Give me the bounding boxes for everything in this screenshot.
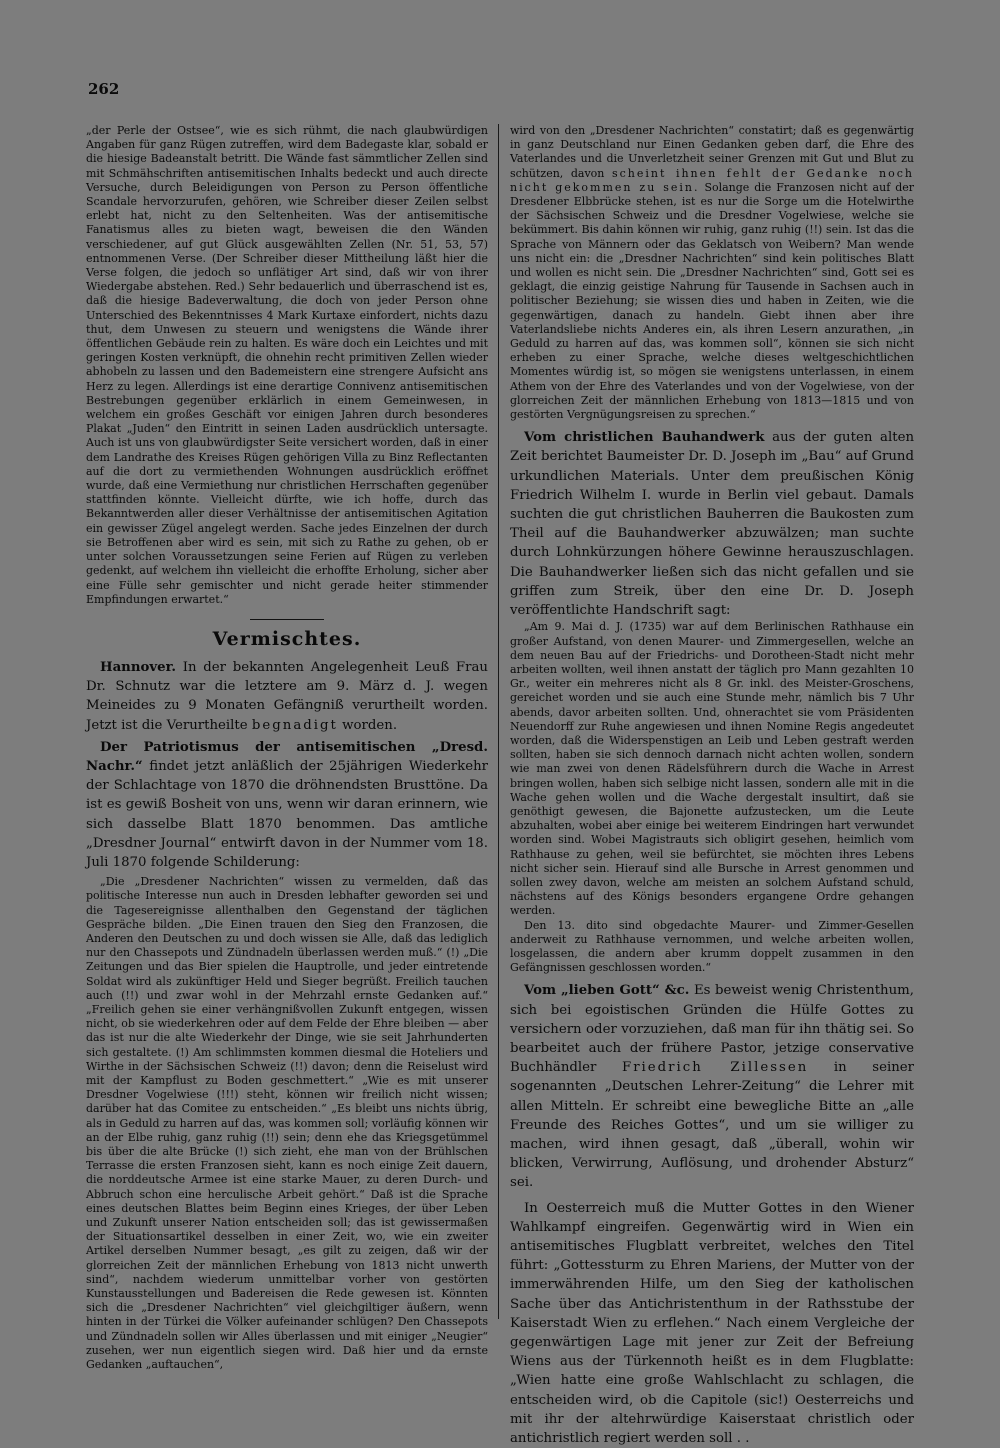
patriotism-paragraph (86, 738, 488, 872)
hannover-lead: Hannover. (100, 659, 176, 675)
column-divider (498, 124, 499, 1319)
bauhandwerk-text: aus der guten alten Zeit berichtet Baumeister Dr. D. Joseph im „Bau“ auf Grund urkundlichen Materials. Unter dem preußischen König Friedrich Wilhelm I. wurde in Berlin viel gebaut. Damals suchten die gut christlichen Bauherren die Baukosten zum Theil auf die Bauhandwerker abzuwälzen; man suchte durch Lohnkürzungen höhere Gewinne herauszuschlagen. Die Bauhandwerker ließen sich das nicht gefallen und sie griffen zum Streik, über den eine Dr. D. Joseph veröffentlichte Handschrift sagt: (510, 430, 915, 619)
lieben-gott-name: Friedrich Zillessen (621, 1060, 809, 1076)
hannover-text: In der bekannten Angelegenheit Leuß Frau Dr. Schnutz war die letztere am 9. März d. J. wegen Meineides zu 9 Monaten Gefängniß verurtheilt worden. Jetzt ist die Verurtheilte (86, 659, 488, 733)
berlin-quote-end: Den 13. dito sind obgedachte Maurer- und Zimmer-Gesellen anderweit zu Rathhause vernommen, und welche arbeiten wollen, losgelassen, die andern aber krumm doppelt zusammen in den Gefängnissen geschlossen worden.“ (510, 918, 914, 975)
hannover-emphasis: begnadigt (251, 717, 338, 733)
bauhandwerk-lead: Vom christlichen Bauhandwerk (524, 430, 765, 446)
ruegen-article-continuation: „der Perle der Ostsee“, wie es sich rühmt, die nach glaubwürdigen Angaben für ganz Rügen zutreffen, wird dem Badegaste klar, sobald er die hiesige Badeanstalt betritt. Die Wände fast sämmtlicher Zellen sind mit Schmähschriften antisemitischen Inhalts bedeckt und auch directe Versuche, durch Beleidigungen von Person zu Person öffentliche Scandale hervorzurufen, gehören, wie Schreiber dieser Zeilen selbst erlebt hat, nicht zu den Seltenheiten. Was der antisemitische Fanatismus alles zu bieten wagt, beweisen die den Wänden verschiedener, auf gut Glück ausgewählten Zellen (Nr. 51, 53, 57) entnommenen Verse. (Der Schreiber dieser Mittheilung läßt hier die Verse folgen, die jedoch so unflätiger Art sind, daß wir von ihrer Wiedergabe abstehen. Red.) Sehr bedauerlich und überraschend ist es, daß die hiesige Badeverwaltung, die doch von jeder Person ohne Unterschied des Bekenntnisses 4 Mark Kurtaxe einfordert, nichts dazu thut, dem Unwesen zu steuern und wenigstens die Wände ihrer öffentlichen Gebäude rein zu halten. Es wäre doch ein Leichtes und mit geringen Kosten verknüpft, die ohnehin recht primitiven Zellen wieder abhobeln zu lassen und den Bademeistern eine strengere Aufsicht ans Herz zu legen. Allerdings ist eine derartige Connivenz antisemitischen Bestrebungen gegenüber erklärlich in einem Gemeinwesen, in welchem ein großes Geschäft vor einigen Jahren durch besonderes Plakat „Juden“ den Eintritt in seinen Laden ausdrücklich untersagte. Auch ist uns von glaubwürdigster Seite versichert worden, daß in einer dem Landrathe des Kreises Rügen gehörigen Villa zu Binz Reflectanten auf die dort zu vermiethenden Wohnungen ausdrücklich eröffnet wurde, daß eine Vermiethung nur christlichen Herrschaften gegenüber stattfinden könnte. Vielleicht dürfte, wie ich hoffe, durch das Bekanntwerden aller dieser Verhältnisse der antisemitischen Agitation ein gewisser Zügel angelegt werden. Sache jedes Einzelnen der durch sie Betroffenen aber wird es sein, mit sich zu Rathe zu gehen, ob er unter solchen Voraussetzungen seine Ferien auf Rügen zu verleben gedenkt, auf welchem ihn vielleicht die erhoffte Erholung, sicher aber eine Fülle sehr gemischter und nicht gerade heiter stimmender Empfindungen erwartet.“ (86, 124, 488, 606)
lieben-gott-lead: Vom „lieben Gott“ &c. (524, 983, 690, 999)
continuation-text-a: wird von den „Dresdener Nachrichten“ constatirt; daß es gegenwärtig in ganz Deutschland nur Einen Gedanken geben darf, die Ehre des Vaterlandes und die Unverletzheit seiner Grenzen mit Gut und Blut zu schützen, davon (510, 124, 914, 180)
patriotism-lead: Der Patriotismus der antisemitischen „Dresd. Nachr.“ (86, 739, 488, 774)
right-column (510, 124, 915, 1447)
lieben-gott-text-2: in seiner sogenannten „Deutschen Lehrer-Zeitung“ die Lehrer mit allen Mitteln. Er schreibt eine bewegliche Bitte an „alle Freunde des Reiches Gottes“, und um sie williger zu machen, wird ihnen gesagt, daß „überall, wohin wir blicken, Verwirrung, Auflösung, und drohender Absturz“ sei. (510, 1060, 914, 1191)
patriotism-text: findet jetzt anläßlich der 25jährigen Wiederkehr der Schlachtage von 1870 die dröhnendsten Brusttöne. Da ist es gewiß Bosheit von uns, wenn wir daran erinnern, wie sich dasselbe Blatt 1870 benommen. Das amtliche „Dresdner Journal“ entwirft davon in der Nummer vom 18. Juli 1870 folgende Schilderung: (86, 758, 488, 870)
bauhandwerk-paragraph (510, 428, 914, 620)
dresden-article-continuation (510, 124, 914, 422)
section-heading: Vermischtes. (212, 627, 362, 650)
dresden-quote: „Die „Dresdener Nachrichten“ wissen zu vermelden, daß das politische Interesse nun auch in Dresden lebhafter geworden sei und die Tagesereignisse allenthalben den Gegenstand der täglichen Gespräche bilden. „Die Einen trauen den Sieg den Franzosen, die Anderen den Deutschen zu und doch wissen sie Alle, daß das lediglich nur den Chassepots und Zündnadeln überlassen werden muß.“ (!) „Die Zeitungen und das Bier spielen die Hauptrolle, und jeder eintretende Soldat wird als zukünftiger Held und Sieger begrüßt. Freilich tauchen auch (!!) und zwar wohl in der Mehrzahl ernste Gedanken auf.“ „Freilich gehen sie einer verhängnißvollen Zukunft entgegen, wissen nicht, ob sie wiederkehren oder auf dem Felde der Ehre bleiben — aber das ist nur die alte Wiederkehr der Dinge, wie sie seit Jahrhunderten sich gestaltete. (!) Am schlimmsten kommen diesmal die Hoteliers und Wirthe in der Sächsischen Schweiz (!!) davon; denn die Reiselust wird mit der Kampflust zu Boden geschmettert.“ „Wie es mit unserer Dresdner Vogelwiese (!!!) steht, können wir freilich nicht wissen; darüber hat das Comitee zu entscheiden.“ „Es bleibt uns nichts übrig, als in Geduld zu harren auf das, was kommen soll; vorläufig können wir an der Elbe ruhig, ganz ruhig (!!) sein; denn ehe das Kriegsgetümmel bis über die alte Brücke (!) sich zieht, ehe man von der Brühlschen Terrasse die ersten Franzosen sieht, kann es noch einige Zeit dauern, die norddeutsche Armee ist eine starke Mauer, zu deren Durch- und Abbruch schon eine herculische Arbeit gehört.“ Daß ist die Sprache eines deutschen Blattes beim Beginn eines Krieges, der über Leben und Zukunft unserer Nation entscheiden soll; das ist gewissermaßen der Situationsartikel desselben in einer Zeit, wo, wie ein zweiter Artikel derselben Nummer besagt, „es gilt zu zeigen, daß wir der glorreichen Zeit der männlichen Erhebung von 1813 nicht unwerth sind“, nachdem wiederum unmittelbar vorher von gestörten Kunstausstellungen und Badereisen die Rede gewesen ist. Könnten sich die „Dresdener Nachrichten“ viel gleichgiltiger äußern, wenn hinten in der Türkei die Völker aufeinander schlügen? Den Chassepots und Zündnadeln sollen wir Alles überlassen und mit einiger „Neugier“ zusehen, wer nun eigentlich siegen wird. Daß hier und da ernste Gedanken „auftauchen“, (86, 875, 488, 1372)
hannover-end: worden. (342, 717, 398, 733)
berlin-quote: „Am 9. Mai d. J. (1735) war auf dem Berlinischen Rathhause ein großer Aufstand, von denen Maurer- und Zimmergesellen, welche an dem neuen Bau auf der Friedrichs- und Dorotheen-Stadt nicht mehr arbeiten wollten, weil ihnen anstatt der täglich pro Mann gezahlten 10 Gr., weiter ein mehreres nicht als 8 Gr. inkl. des Meister-Groschens, gereichet worden und sie auch eine Stunde mehr, nämlich bis 7 Uhr abends, davor arbeiten sollten. Und, ohnerachtet sie vom Präsidenten Neuendorff zur Ruhe angewiesen und ihnen Nomine Regis angedeutet worden, daß die Widerspenstigen an Leib und Leben gestraft werden sollten, haben sie sich dennoch darnach nicht achten wollen, sondern wie man zwei von denen Rädelsführern durch die Wache in Arrest bringen wollen, haben sich selbige nicht lassen, sondern alle mit in die Wache gehen wollen und die Wache dergestalt insultirt, daß sie genöthigt gewesen, die Bajonette aufzustecken, um die Leute abzuhalten, wobei aber einige bei weiterem Eindringen hart verwundet worden sind. Wobei Magistrauts sich obligirt gesehen, heimlich vom Rathhause zu gehen, weil sie befürchtet, sie möchten ihres Lebens nicht sicher sein. Hierauf sind alle Bursche in Arrest genommen und sollen zwey davon, welche am meisten an solchem Aufstand schuld, nächstens auf des Königs besonders ergangene Ordre gehangen werden. (510, 620, 914, 918)
section-separator (250, 619, 324, 620)
hannover-paragraph (86, 658, 488, 735)
page-number: 262 (88, 80, 120, 98)
continuation-text-b: Solange die Franzosen nicht auf der Dresdener Elbbrücke stehen, ist es nur die Sorge um die Hotelwirthe der Sächsischen Schweiz und die Dresdner Vogelwiese, welche sie bekümmert. Bis dahin können wir ruhig, ganz ruhig (!!) sein. Ist das die Sprache von Männern oder das Geklatsch von Weibern? Man wende uns nicht ein: die „Dresdner Nachrichten“ sind kein politisches Blatt und wollen es nicht sein. Die „Dresdner Nachrichten“ sind, Gott sei es geklagt, die einzig geistige Nahrung für Tausende in Sachsen auch in politischer Beziehung; sie wissen dies und haben in Zeiten, wie die gegenwärtigen, danach zu handeln. Giebt ihnen aber ihre Vaterlandsliebe nichts Anderes ein, als ihren Lesern anzurathen, „in Geduld zu harren auf das, was kommen soll“, können sie sich nicht erheben zu einer Sprache, welche dieses weltgeschichtlichen Momentes würdig ist, so mögen sie wenigstens unterlassen, in einem Athem von der Ehre des Vaterlandes und von der Vogelwiese, von der glorreichen Zeit der männlichen Erhebung von 1813—1815 und von gestörten Vergnügungsreisen zu sprechen.“ (510, 180, 915, 422)
left-column (86, 124, 488, 1372)
lieben-gott-text: Es beweist wenig Christenthum, sich bei egoistischen Gründen die Hülfe Gottes zu versichern oder vorzuziehen, daß man für ihn thätig sei. So bearbeitet auch der frühere Pastor, jetzige conservative Buchhändler (510, 983, 914, 1076)
lieben-gott-paragraph (510, 981, 914, 1192)
wien-paragraph: In Oesterreich muß die Mutter Gottes in den Wiener Wahlkampf eingreifen. Gegenwärtig wird in Wien ein antisemitisches Flugblatt verbreitet, welches den Titel führt: „Gottessturm zu Ehren Mariens, der Mutter von der immerwährenden Hilfe, um den Sieg der katholischen Sache über das Antichristenthum in der Rathsstube der Kaiserstadt Wien zu erflehen.“ Nach einem Vergleiche der gegenwärtigen Lage mit jener zur Zeit der Befreiung Wiens aus der Türkennoth heißt es in dem Flugblatte: „Wien hatte eine große Wahlschlacht zu schlagen, die entscheiden wird, ob die Capitole (sic!) Oesterreichs und mit ihr der altehrwürdige Kaiserstaat christlich oder antichristlich regiert werden soll . . (510, 1200, 914, 1447)
continuation-emphasis: scheint ihnen fehlt der Gedanke noch nicht gekommen zu sein. (510, 166, 914, 194)
